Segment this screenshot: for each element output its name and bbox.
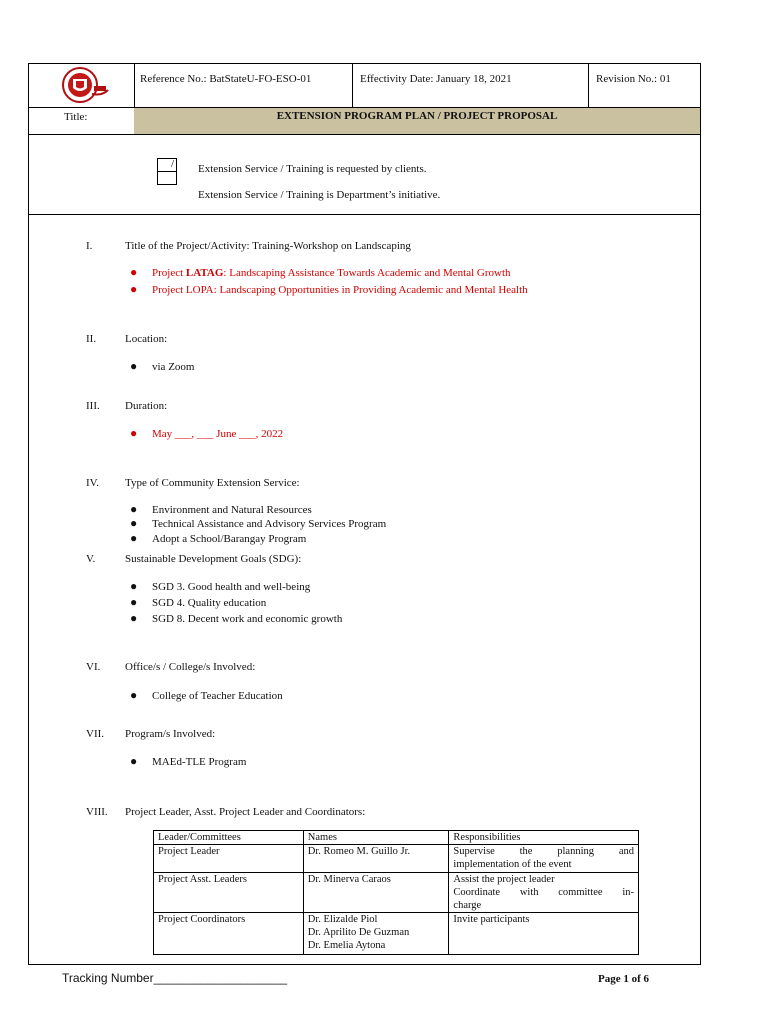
section-number: II.	[86, 333, 97, 345]
table-cell: Supervise the planning and implementation of the event	[449, 845, 639, 873]
page-number: Page 1 of 6	[598, 973, 650, 985]
leaders-table	[153, 830, 639, 955]
tracking-number: Tracking Number____________________	[62, 971, 288, 985]
ref-col-divider	[352, 63, 353, 107]
section-title-offices: Office/s / College/s Involved:	[125, 661, 256, 673]
eff-col-divider	[588, 63, 589, 107]
table-cell: Dr. Romeo M. Guillo Jr.	[303, 845, 449, 873]
checkbox-initiative[interactable]	[157, 171, 177, 185]
section-title-sdg: Sustainable Development Goals (SDG):	[125, 553, 302, 565]
section-number: III.	[86, 400, 100, 412]
revision-number: Revision No.: 01	[596, 73, 671, 85]
section-title-duration: Duration:	[125, 400, 168, 412]
list-item: ● Project LATAG: Landscaping Assistance Towards Academic and Mental Growth	[130, 265, 511, 279]
list-item: ● SGD 3. Good health and well-being	[130, 579, 311, 593]
university-logo	[58, 66, 110, 104]
checkbox-divider	[28, 214, 701, 215]
section-number: I.	[86, 240, 93, 252]
table-header: Leader/Committees	[154, 831, 304, 845]
list-item: ● Adopt a School/Barangay Program	[130, 531, 307, 545]
section-number: V.	[86, 553, 96, 565]
table-header-row	[154, 831, 639, 845]
table-row	[154, 913, 639, 955]
list-item: ● Technical Assistance and Advisory Services Program	[130, 516, 387, 530]
table-cell: Assist the project leader Coordinate with committee in- charge	[449, 873, 639, 913]
table-header: Names	[303, 831, 449, 845]
table-cell: Dr. Minerva Caraos	[303, 873, 449, 913]
list-item: ● Project LOPA: Landscaping Opportunities in Providing Academic and Mental Health	[130, 282, 528, 296]
list-item: ● College of Teacher Education	[130, 688, 283, 702]
table-cell: Project Asst. Leaders	[154, 873, 304, 913]
table-row	[154, 873, 639, 913]
list-item: ● Environment and Natural Resources	[130, 502, 312, 516]
table-cell: Project Leader	[154, 845, 304, 873]
section-number: VI.	[86, 661, 101, 673]
section-title-programs: Program/s Involved:	[125, 728, 216, 740]
list-item: ● SGD 8. Decent work and economic growth	[130, 611, 343, 625]
reference-number: Reference No.: BatStateU-FO-ESO-01	[140, 73, 312, 85]
section-title-location: Location:	[125, 333, 168, 345]
table-header: Responsibilities	[449, 831, 639, 845]
checkbox-requested[interactable]	[157, 158, 177, 172]
section-number: VII.	[86, 728, 105, 740]
list-item: ● SGD 4. Quality education	[130, 595, 267, 609]
effectivity-date: Effectivity Date: January 18, 2021	[360, 73, 512, 85]
checkbox-mark: /	[171, 158, 175, 170]
section-number: IV.	[86, 477, 99, 489]
section-number: VIII.	[86, 806, 108, 818]
list-item: ● via Zoom	[130, 359, 195, 373]
table-cell: Invite participants	[449, 913, 639, 955]
section-title-service-type: Type of Community Extension Service:	[125, 477, 300, 489]
option-initiative-label: Extension Service / Training is Department’s initiative.	[198, 189, 441, 201]
table-cell: Project Coordinators	[154, 913, 304, 955]
list-item: ● May ___, ___ June ___, 2022	[130, 426, 284, 440]
document-title: EXTENSION PROGRAM PLAN / PROJECT PROPOSAL	[276, 110, 558, 122]
section-title-project: Title of the Project/Activity: Training-Workshop on Landscaping	[125, 240, 411, 252]
section-title-leaders: Project Leader, Asst. Project Leader and Coordinators:	[125, 806, 366, 818]
table-row	[154, 845, 639, 873]
title-label: Title:	[64, 111, 88, 123]
option-requested-label: Extension Service / Training is requested by clients.	[198, 163, 427, 175]
list-item: ● MAEd-TLE Program	[130, 754, 247, 768]
table-cell: Dr. Elizalde Piol Dr. Aprilito De Guzman Dr. Emelia Aytona	[303, 913, 449, 955]
title-divider	[28, 134, 701, 135]
